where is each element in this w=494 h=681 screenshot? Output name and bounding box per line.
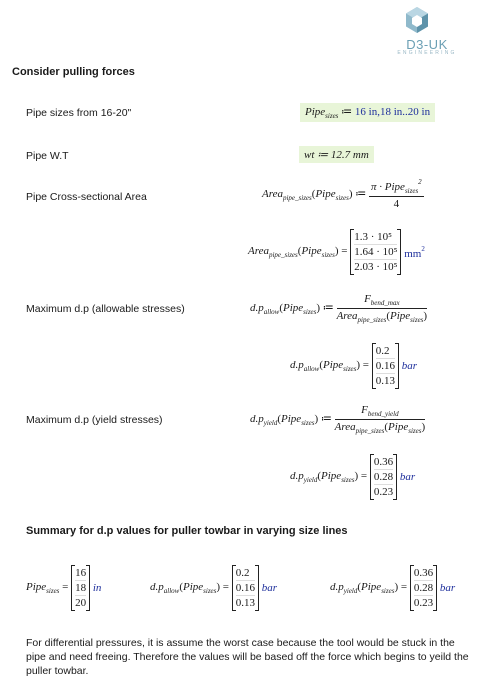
summary-dp-allow-matrix: 0.2 0.16 0.13 [232, 565, 259, 611]
wall-thickness-definition: wt ≔ 12.7 mm [299, 146, 374, 163]
label-max-dp-yield: Maximum d.p (yield stresses) [26, 414, 163, 426]
label-max-dp-allow: Maximum d.p (allowable stresses) [26, 303, 185, 315]
summary-heading: Summary for d.p values for puller towbar in varying size lines [26, 525, 348, 537]
dp-yield-result: $d.p_{yield}(Pipe_{sizes})$ = 0.36 0.28 0.23 bar [290, 456, 416, 498]
label-cross-area: Pipe Cross-sectional Area [26, 191, 147, 203]
logo-subtitle: ENGINEERING [397, 50, 457, 56]
conclusion-paragraph: For differential pressures, it is assume the worst case because the tool would be stuck in the pipe and need freeing. Therefore the values will be based off the force which begins to yeild the puller towbar. [26, 637, 469, 677]
section-heading: Consider pulling forces [12, 66, 135, 78]
hexagon-cube-logo-icon [405, 6, 429, 34]
summary-dp-yield: $d.p_{yield}(Pipe_{sizes})$ = 0.36 0.28 0.23 bar [330, 567, 456, 609]
pipe-sizes-matrix: 16 18 20 [71, 565, 90, 611]
area-result: Area$_{pipe\_sizes}$(Pipe$_{sizes}$) = 1.3 · 10⁵ 1.64 · 10⁵ 2.03 · 10⁵ $mm^2$ [248, 231, 425, 273]
area-definition: Area$_{pipe\_sizes}$(Pipe$_{sizes}$) ≔ $\frac{\pi \cdot Pipe_{sizes}^2}{4}$ [262, 178, 422, 210]
dp-allow-definition: $d.p_{allow}(Pipe_{sizes})$ ≔ $\frac{F_{bend\_max}}{Area_{pipe\_sizes}(Pipe_{sizes})}$ [250, 293, 428, 324]
summary-pipe-sizes: Pipe$_{sizes}$ = 16 18 20 in [26, 567, 102, 609]
dp-yield-definition: $d.p_{yield}(Pipe_{sizes})$ ≔ $\frac{F_{bend\_yield}}{Area_{pipe\_sizes}(Pipe_{sizes})}$ [250, 404, 426, 435]
dp-allow-result: $d.p_{allow}(Pipe_{sizes})$ = 0.2 0.16 0.13 bar [290, 345, 418, 387]
summary-dp-yield-matrix: 0.36 0.28 0.23 [410, 565, 437, 611]
summary-dp-allow: $d.p_{allow}(Pipe_{sizes})$ = 0.2 0.16 0.13 bar [150, 567, 278, 609]
label-pipe-wt: Pipe W.T [26, 150, 69, 162]
dp-allow-matrix: 0.2 0.16 0.13 [372, 343, 399, 389]
label-pipe-sizes: Pipe sizes from 16-20" [26, 107, 132, 119]
logo-name: D3-UK [406, 37, 448, 52]
area-matrix: 1.3 · 10⁵ 1.64 · 10⁵ 2.03 · 10⁵ [350, 229, 401, 275]
dp-yield-matrix: 0.36 0.28 0.23 [370, 454, 397, 500]
pipe-sizes-definition: Pipe$_{sizes}$ ≔ 16 in,18 in..20 in [300, 103, 435, 122]
